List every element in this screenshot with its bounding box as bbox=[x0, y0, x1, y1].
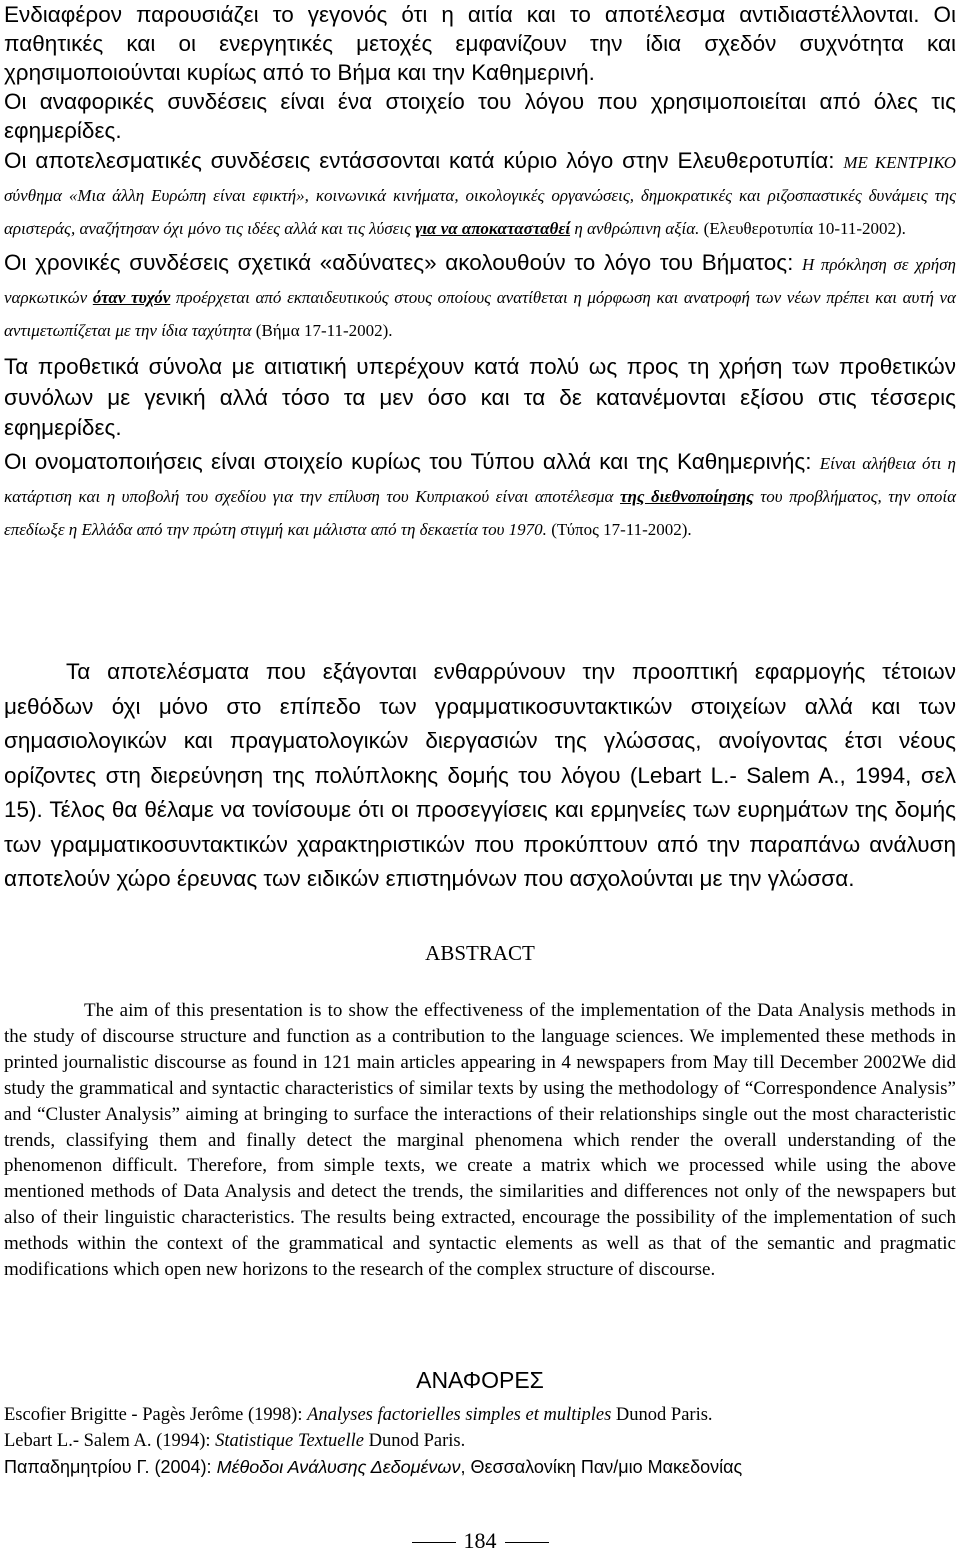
paragraph-temporal-connections bbox=[4, 247, 956, 346]
paragraph-nominalizations bbox=[4, 446, 956, 545]
quote-text: του προβλήματος, την οποία επεδίωξε η Ελλάδα από την πρώτη στιγμή και μάλιστα από τη δεκαετία του 1970. bbox=[4, 486, 957, 539]
page-number bbox=[4, 1528, 956, 1554]
paragraph-prepositional: Τα προθετικά σύνολα με αιτιατική υπερέχουν κατά πολύ ως προς τη χρήση των προθετικών συνόλων με γενική αλλά τόσο τα μεν όσο και τα δε κατανέμονται εξίσου στις τέσσερις εφημερίδες. bbox=[4, 354, 956, 440]
document-page bbox=[4, 0, 956, 1559]
paragraph-cause-effect: Ενδιαφέρον παρουσιάζει το γεγονός ότι η αιτία και το αποτέλεσμα αντιδιαστέλλονται. Οι παθητικές και οι ενεργητικές μετοχές εμφανίζουν την ίδια σχεδόν συχνότητα και χρησιμοποιούνται κυρίως από το Βήμα και την Καθημερινή. bbox=[4, 2, 956, 85]
page-number-value: 184 bbox=[463, 1528, 497, 1553]
quote-text: Είναι αλήθεια ότι η κατάρτιση και η υποβολή του σχεδίου για την επίλυση του Κυπριακού είναι αποτέλεσμα bbox=[4, 453, 956, 506]
reference-author: Lebart L.- Salem A. (1994): bbox=[4, 1431, 216, 1451]
conclusion-paragraph bbox=[4, 655, 956, 897]
paragraph-effective-connections bbox=[4, 145, 956, 244]
quote-text: Η πρόκληση σε χρήση ναρκωτικών bbox=[4, 255, 956, 307]
paragraph-intro: Οι αποτελεσματικές συνδέσεις εντάσσονται κατά κύριο λόγο στην Ελευθεροτυπία: bbox=[4, 148, 844, 173]
reference-publisher: Dunod Paris. bbox=[364, 1431, 466, 1451]
references-heading: ΑΝΑΦΟΡΕΣ bbox=[416, 1367, 544, 1393]
abstract-heading: ABSTRACT bbox=[425, 941, 535, 965]
quote-source: (Βήμα 17-11-2002). bbox=[251, 321, 393, 340]
reference-title: Analyses factorielles simples et multiples bbox=[307, 1405, 612, 1425]
references-list bbox=[4, 1402, 956, 1480]
conclusion-part-1: Τα αποτελέσματα που εξάγονται ενθαρρύνουν την προοπτική εφαρμογής τέτοιων μεθόδων όχι μόνο στο επίπεδο των γραμματικοσυντακτικών στοιχείων αλλά και των σημασιολογικών και πραγματολογικών διεργασιών της γλώσσας, ανοίγοντας έτσι νέους ορίζοντες στη διερεύνηση της πολύπλοκης δομής του λόγου (Lebart L.- Salem A., 1994, σελ 15). bbox=[4, 659, 956, 822]
reference-item bbox=[4, 1454, 956, 1480]
results-section bbox=[4, 0, 956, 545]
conclusion-part-2: Τέλος θα θέλαμε να τονίσουμε ότι οι προσεγγίσεις και ερμηνείες των ευρημάτων της δομής των γραμματικοσυντακτικών χαρακτηριστικών που προκύπτουν από την παραπάνω ανάλυση αποτελούν χώρο έρευνας των ειδικών επιστημόνων που ασχολούνται με την γλώσσα. bbox=[4, 797, 956, 891]
reference-title: Statistique Textuelle bbox=[215, 1431, 364, 1451]
abstract-text: The aim of this presentation is to show the effectiveness of the implementation of the Data Analysis methods in the study of discourse structure and function as a contribution to the language sciences. We implemented these methods in printed journalistic discourse as found in 121 main articles appearing in 4 newspapers from May till December 2002We did study the grammatical and syntactic characteristics of similar texts by using the methodology of “Correspondence Analysis” and “Cluster Analysis” aiming at bringing to surface the interactions of their relationships single out the most characteristic trends, classifying them and finally detect the marginal phenomena which render the overall understanding of the phenomenon difficult. Therefore, from simple texts, we create a matrix which we processed while using the above mentioned methods of Data Analysis and detect the trends, the similarities and differences not only of the newspapers but also of their linguistic characteristics. The results being extracted, encourage the possibility of the implementation of such methods within the context of the grammatical and syntactic elements as well as that of the semantic and pragmatic modifications which open new horizons to the research of the complex structure of discourse. bbox=[4, 1000, 956, 1281]
reference-publisher: Dunod Paris. bbox=[611, 1405, 713, 1425]
quote-underlined: της διεθνοποίησης bbox=[619, 486, 754, 506]
quote-underlined: όταν τυχόν bbox=[92, 288, 171, 307]
quote-text: προέρχεται από εκπαιδευτικούς στους οποίους ανατίθεται η μόρφωση και ανατροφή των νέων πρέπει και αυτή να αντιμετωπίζεται με την ίδια ταχύτητα bbox=[4, 288, 956, 340]
paragraph-referential: Οι αναφορικές συνδέσεις είναι ένα στοιχείο του λόγου που χρησιμοποιείται από όλες τις εφημερίδες. bbox=[4, 89, 956, 143]
page-number-dash-right bbox=[505, 1542, 549, 1543]
page-number-dash-left bbox=[412, 1542, 456, 1543]
reference-item bbox=[4, 1402, 956, 1428]
quote-source: (Τύπος 17-11-2002). bbox=[546, 519, 692, 539]
quote-text: ΜΕ ΚΕΝΤΡΙΚΟ σύνθημα «Μια άλλη Ευρώπη είναι εφικτή», κοινωνικά κινήματα, οικολογικές οργανώσεις, δημοκρατικές και ριζοσπαστικές δυνάμεις της αριστεράς, αναζήτησαν όχι μόνο τις ιδέες αλλά και τις λύσεις bbox=[4, 153, 956, 238]
reference-title: Μέθοδοι Ανάλυσης Δεδομένων bbox=[216, 1457, 461, 1477]
reference-author: Escofier Brigitte - Pagès Jerôme (1998): bbox=[4, 1405, 308, 1425]
quote-source: (Ελευθεροτυπία 10-11-2002). bbox=[699, 219, 906, 238]
quote-text: η ανθρώπινη αξία. bbox=[570, 219, 700, 238]
paragraph-intro: Οι χρονικές συνδέσεις σχετικά «αδύνατες» ακολουθούν το λόγο του Βήματος: bbox=[4, 250, 802, 275]
reference-publisher: , Θεσσαλονίκη Παν/μιο Μακεδονίας bbox=[460, 1457, 743, 1477]
reference-item bbox=[4, 1428, 956, 1454]
paragraph-intro: Οι ονοματοποιήσεις είναι στοιχείο κυρίως του Τύπου αλλά και της Καθημερινής: bbox=[4, 448, 820, 474]
reference-author: Παπαδημητρίου Γ. (2004): bbox=[4, 1457, 217, 1477]
quote-underlined: για να αποκατασταθεί bbox=[415, 219, 571, 238]
